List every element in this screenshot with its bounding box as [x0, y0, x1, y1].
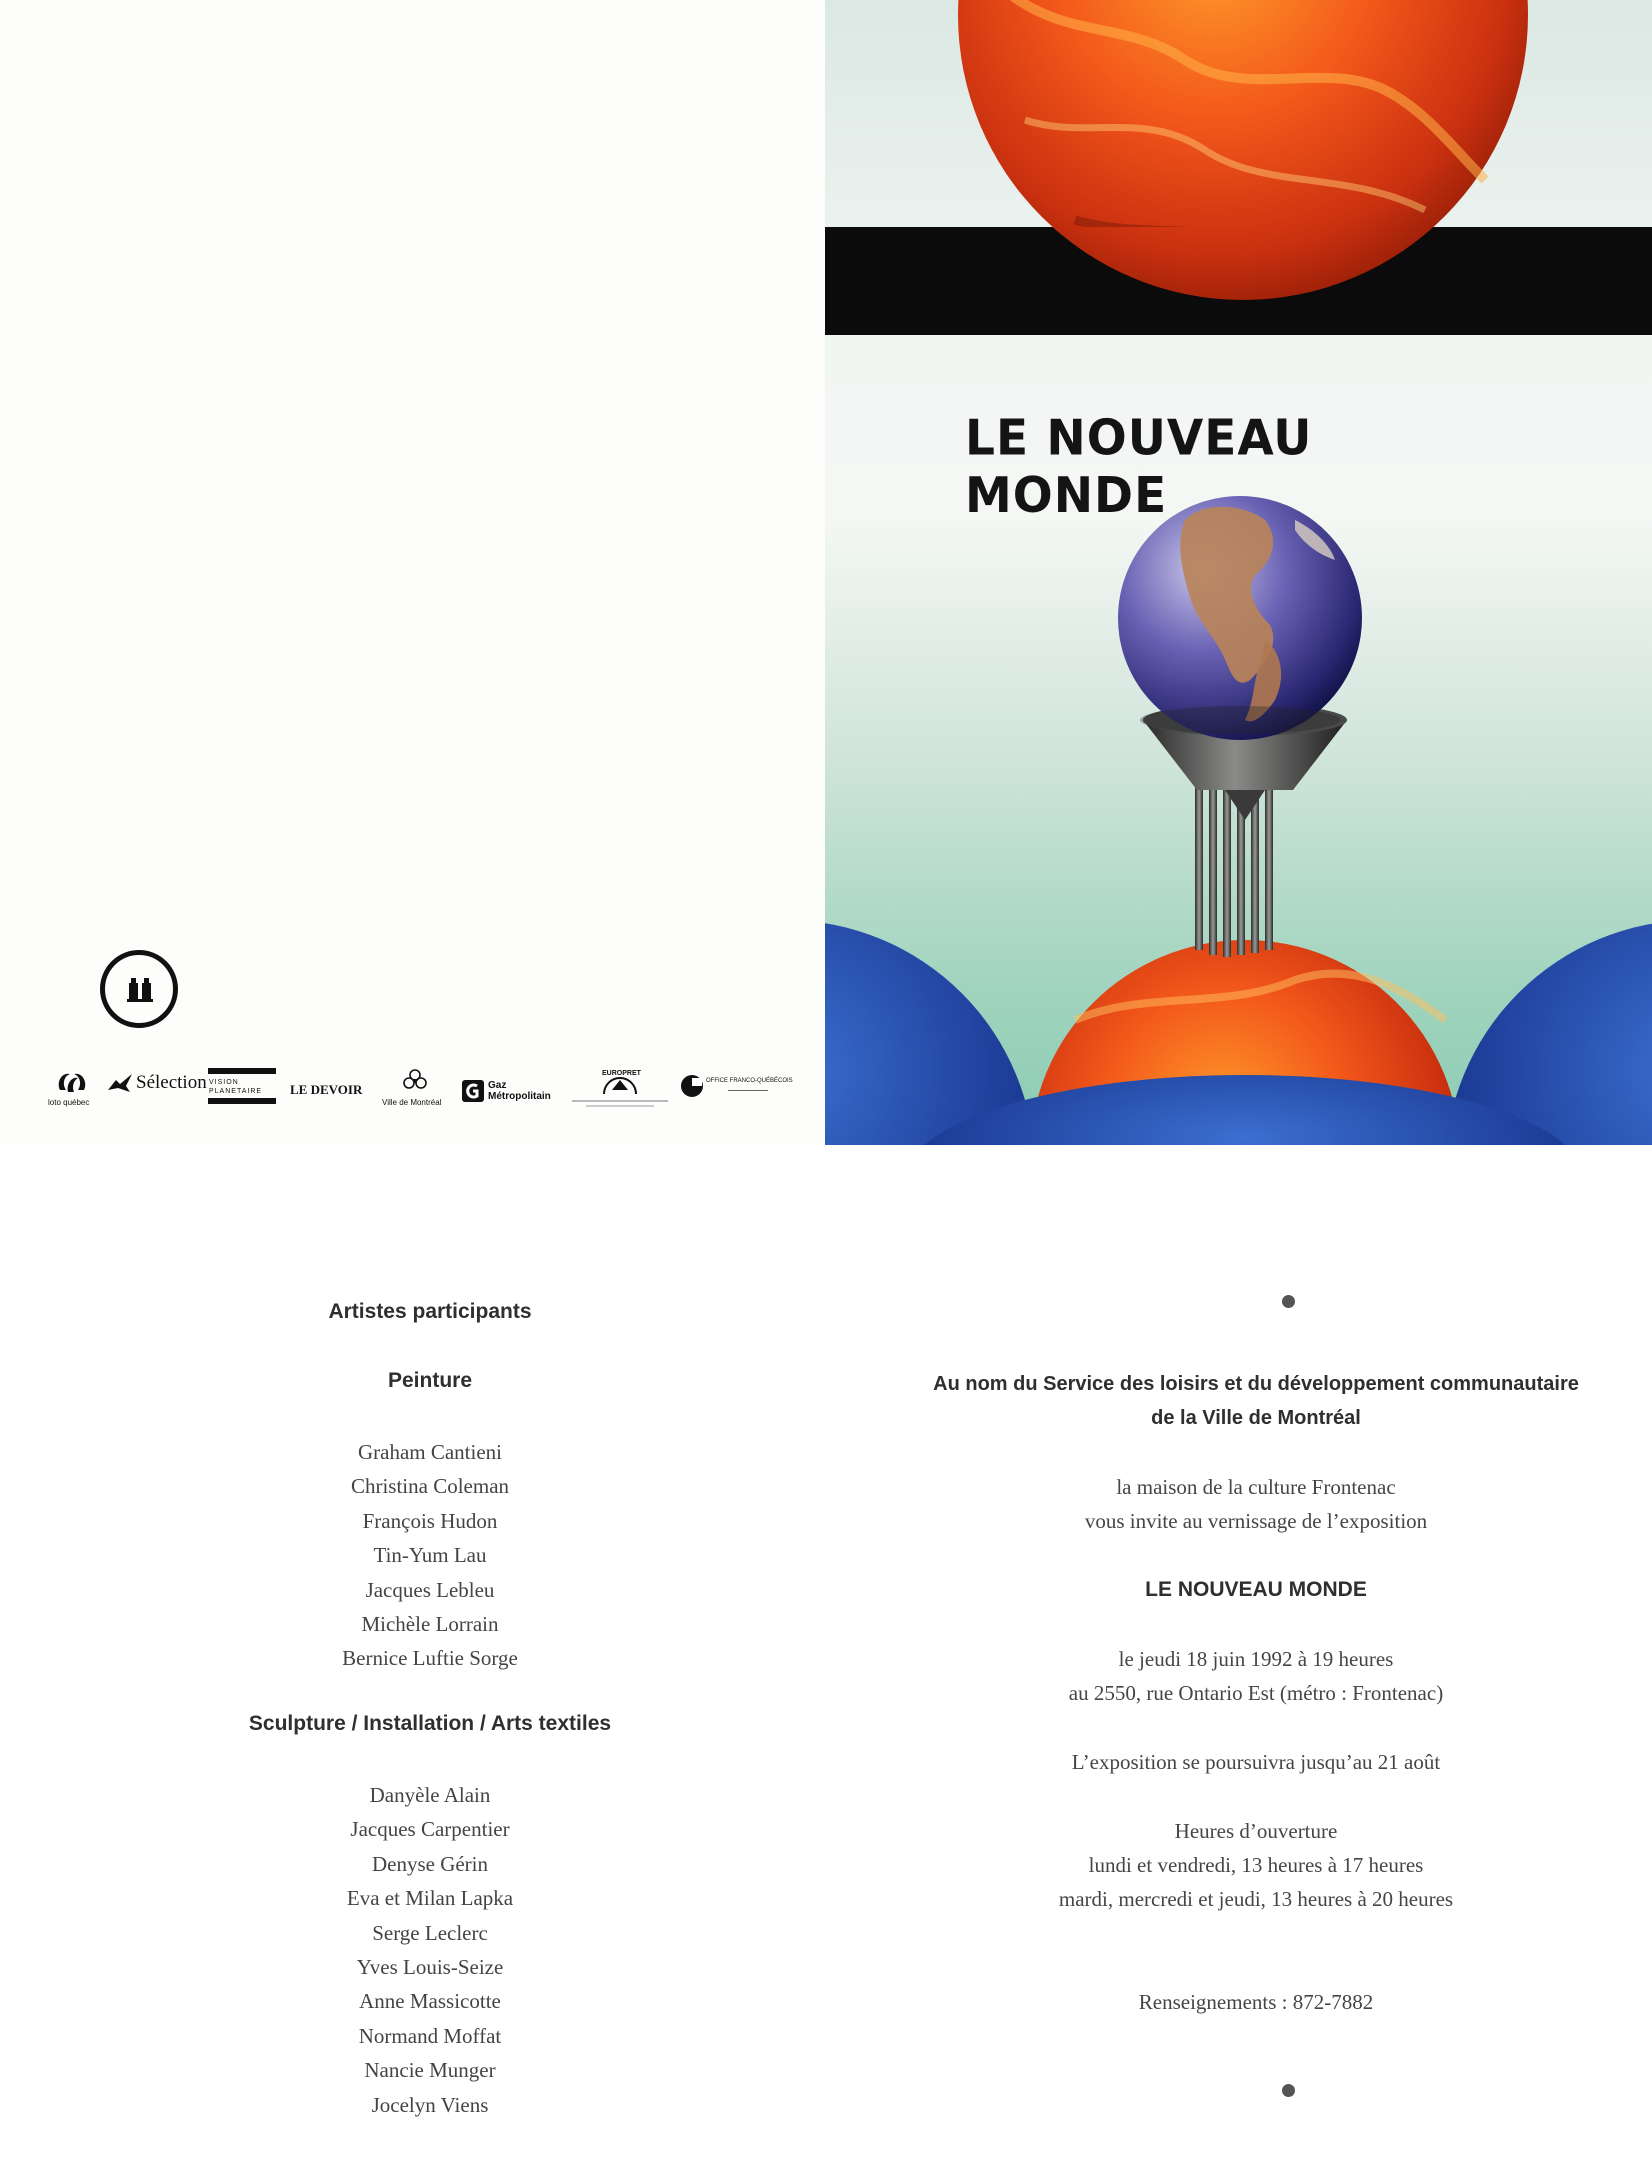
venue-line-2: vous invite au vernissage de l’exposition — [1084, 1509, 1428, 1533]
cover-artwork — [825, 0, 1652, 1145]
host-line-2: de la Ville de Montréal — [1151, 1407, 1361, 1429]
ville-de-montreal-logo: Ville de Montréal — [374, 1068, 458, 1112]
le-devoir-logo: LE DEVOIR — [290, 1082, 363, 1097]
list-item: Tin-Yum Lau — [373, 1543, 487, 1568]
bottom-bullet-dot — [1282, 2084, 1295, 2097]
montreal-rosace-icon — [402, 1068, 428, 1094]
gaz-metro-icon — [462, 1080, 484, 1102]
sponsor-logo-row — [44, 1068, 793, 1112]
list-item: Normand Moffat — [358, 2023, 502, 2048]
ofqj-icon — [680, 1074, 704, 1098]
front-cover-panel — [825, 0, 1652, 1145]
address-line: au 2550, rue Ontario Est (métro : Frontenac) — [1068, 1681, 1444, 1705]
invitation-panel — [860, 1145, 1652, 2176]
date-line: le jeudi 18 juin 1992 à 19 heures — [1118, 1647, 1394, 1671]
back-cover-panel — [0, 0, 825, 1145]
pegasus-icon — [106, 1072, 134, 1096]
artists-panel — [0, 1145, 860, 2176]
list-item: Jacques Lebleu — [365, 1577, 495, 1602]
list-item: Bernice Luftie Sorge — [342, 1646, 518, 1671]
sculpture-artist-list — [0, 1778, 860, 2122]
globe-pedestal — [1143, 704, 1347, 957]
list-item: Denyse Gérin — [371, 1851, 489, 1876]
list-item: Eva et Milan Lapka — [346, 1886, 514, 1911]
earth-globe — [1118, 496, 1362, 740]
seal-emblem-icon — [127, 975, 153, 1003]
list-item: François Hudon — [362, 1508, 498, 1533]
europret-logo: EUROPRET — [572, 1068, 668, 1112]
list-item: Anne Massicotte — [359, 1989, 501, 2014]
list-item: Christina Coleman — [350, 1474, 510, 1499]
list-item: Yves Louis-Seize — [356, 1954, 504, 1979]
venue-line-1: la maison de la culture Frontenac — [1116, 1475, 1396, 1499]
top-bullet-dot — [1282, 1295, 1295, 1308]
list-item: Jacques Carpentier — [350, 1817, 510, 1842]
sculpture-heading: Sculpture / Installation / Arts textiles — [248, 1712, 612, 1735]
list-item: Serge Leclerc — [372, 1920, 488, 1945]
office-franco-quebecois-logo: OFFICE FRANCO-QUÉBÉCOIS — [680, 1068, 784, 1112]
list-item: Michèle Lorrain — [361, 1611, 499, 1636]
until-line: L’exposition se poursuivra jusqu’au 21 août — [1071, 1750, 1441, 1774]
hours-heading: Heures d’ouverture — [1174, 1819, 1338, 1843]
loto-quebec-icon — [54, 1068, 90, 1096]
info-line: Renseignements : 872-7882 — [1138, 1990, 1374, 2014]
painting-heading: Peinture — [387, 1369, 473, 1392]
painting-artist-list — [0, 1435, 860, 1676]
vision-planetaire-logo: VISION PLANETAIRE — [208, 1068, 276, 1112]
list-item: Nancie Munger — [364, 2058, 496, 2083]
cover-title: LE NOUVEAU MONDE — [965, 409, 1313, 525]
list-item: Jocelyn Viens — [371, 2092, 489, 2117]
maison-culture-seal-logo — [100, 950, 178, 1028]
hours-line-1: lundi et vendredi, 13 heures à 17 heures — [1088, 1853, 1424, 1877]
selection-logo: Sélection — [106, 1068, 206, 1112]
gaz-metropolitain-logo: Gaz Métropolitain — [462, 1068, 562, 1112]
hours-line-2: mardi, mercredi et jeudi, 13 heures à 20 heures — [1058, 1887, 1454, 1911]
list-item: Danyèle Alain — [369, 1783, 491, 1807]
artists-title: Artistes participants — [328, 1300, 532, 1323]
list-item: Graham Cantieni — [357, 1440, 503, 1464]
loto-quebec-logo: loto québec — [44, 1068, 100, 1112]
exhibition-title: LE NOUVEAU MONDE — [1145, 1578, 1367, 1601]
host-line-1: Au nom du Service des loisirs et du développement communautaire — [933, 1373, 1579, 1395]
